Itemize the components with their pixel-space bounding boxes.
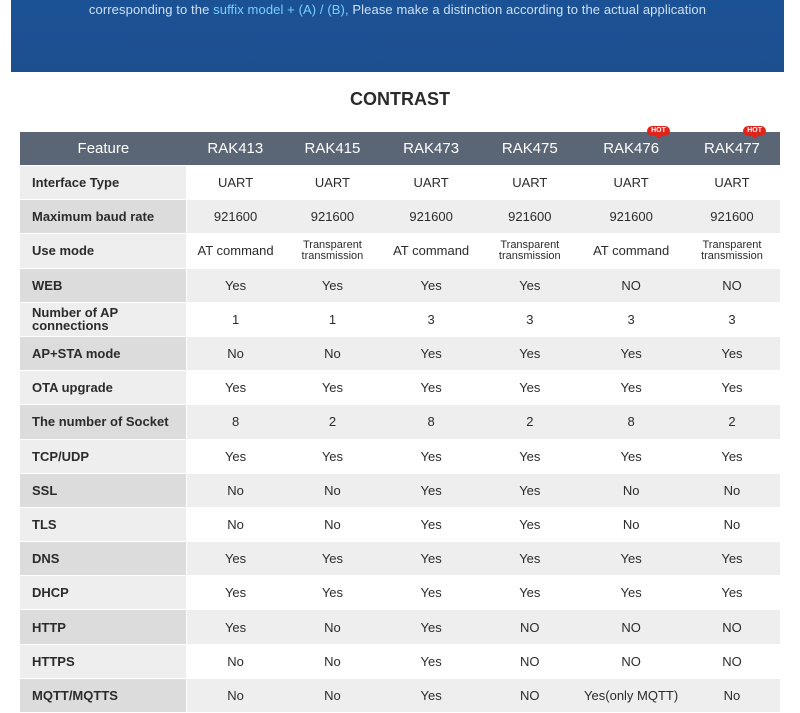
- table-cell: Yes: [481, 336, 578, 370]
- table-cell: No: [187, 678, 284, 712]
- feature-label: Number of AP connections: [20, 302, 187, 336]
- table-cell: No: [578, 507, 684, 541]
- model-name: RAK413: [207, 140, 264, 157]
- column-header-model: [187, 132, 284, 166]
- column-header-feature: Feature: [20, 132, 187, 166]
- table-cell: 921600: [684, 200, 780, 234]
- table-cell: AT command: [381, 234, 481, 268]
- banner-note-text: corresponding to the: [88, 2, 214, 17]
- model-name: RAK475: [501, 140, 558, 157]
- model-name: RAK477: [704, 140, 760, 157]
- table-row: [20, 405, 780, 439]
- table-cell: Yes: [381, 336, 481, 370]
- table-header-row: [20, 132, 780, 166]
- table-cell: Yes: [284, 439, 381, 473]
- model-name: RAK415: [304, 140, 361, 157]
- table-cell: Transparent transmission: [284, 234, 381, 268]
- table-cell: Transparent transmission: [481, 234, 578, 268]
- table-row: [20, 268, 780, 302]
- feature-label: OTA upgrade: [20, 371, 187, 405]
- table-cell: Yes: [684, 336, 780, 370]
- model-name: RAK476: [603, 140, 660, 157]
- table-cell: UART: [578, 166, 684, 200]
- table-cell: Yes: [481, 542, 578, 576]
- table-cell: Yes: [684, 576, 780, 610]
- table-cell: Yes: [187, 268, 284, 302]
- table-cell: UART: [187, 166, 284, 200]
- table-cell: Yes: [187, 439, 284, 473]
- table-cell: No: [187, 644, 284, 678]
- table-cell: Yes: [578, 336, 684, 370]
- table-cell: 2: [284, 405, 381, 439]
- table-cell: Yes: [381, 507, 481, 541]
- banner-note-highlight: suffix model + (A) / (B),: [213, 2, 349, 17]
- table-cell: UART: [684, 166, 780, 200]
- table-row: [20, 678, 780, 712]
- table-cell: Yes: [187, 371, 284, 405]
- table-cell: NO: [481, 644, 578, 678]
- table-cell: No: [578, 473, 684, 507]
- table-cell: UART: [284, 166, 381, 200]
- table-cell: NO: [684, 610, 780, 644]
- table-cell: Yes: [284, 268, 381, 302]
- column-header-model: [284, 132, 381, 166]
- table-cell: UART: [481, 166, 578, 200]
- table-cell: NO: [684, 644, 780, 678]
- column-header-model: [578, 127, 684, 166]
- header-banner: [11, 0, 784, 72]
- table-cell: Yes: [578, 542, 684, 576]
- table-cell: No: [284, 336, 381, 370]
- table-cell: 921600: [187, 200, 284, 234]
- table-cell: Yes: [381, 644, 481, 678]
- model-name: RAK473: [403, 140, 460, 157]
- table-cell: No: [187, 336, 284, 370]
- table-cell: No: [684, 473, 780, 507]
- table-cell: Yes: [284, 542, 381, 576]
- table-row: [20, 507, 780, 541]
- table-cell: Yes: [187, 576, 284, 610]
- table-cell: Transparent transmission: [684, 234, 780, 268]
- feature-label: Interface Type: [20, 166, 187, 200]
- table-cell: Yes: [684, 542, 780, 576]
- table-cell: NO: [481, 678, 578, 712]
- feature-label: HTTPS: [20, 644, 187, 678]
- table-row: [20, 576, 780, 610]
- table-row: [20, 200, 780, 234]
- feature-label: AP+STA mode: [20, 336, 187, 370]
- table-cell: No: [684, 678, 780, 712]
- table-body: [20, 166, 780, 713]
- table-cell: 8: [381, 405, 481, 439]
- comparison-table: [20, 127, 780, 713]
- table-cell: No: [684, 507, 780, 541]
- table-row: [20, 336, 780, 370]
- table-cell: 3: [684, 302, 780, 336]
- table-cell: Yes: [578, 576, 684, 610]
- table-cell: Yes: [481, 507, 578, 541]
- table-cell: 2: [481, 405, 578, 439]
- table-cell: No: [284, 507, 381, 541]
- feature-label: TLS: [20, 507, 187, 541]
- table-cell: Yes: [187, 610, 284, 644]
- table-cell: Yes: [187, 542, 284, 576]
- table-cell: Yes: [684, 439, 780, 473]
- feature-label: DNS: [20, 542, 187, 576]
- table-cell: Yes: [381, 473, 481, 507]
- table-cell: No: [284, 644, 381, 678]
- table-cell: Yes: [684, 371, 780, 405]
- table-cell: NO: [684, 268, 780, 302]
- table-cell: 1: [284, 302, 381, 336]
- table-cell: Yes: [381, 542, 481, 576]
- feature-label: TCP/UDP: [20, 439, 187, 473]
- table-cell: 3: [481, 302, 578, 336]
- banner-note-text-end: Please make a distinction according to the actual application: [348, 2, 707, 17]
- table-cell: Yes: [381, 371, 481, 405]
- table-cell: AT command: [187, 234, 284, 268]
- table-row: [20, 644, 780, 678]
- table-cell: 3: [578, 302, 684, 336]
- feature-label: HTTP: [20, 610, 187, 644]
- banner-note: [11, 2, 784, 17]
- table-cell: 2: [684, 405, 780, 439]
- table-cell: Yes: [381, 610, 481, 644]
- table-cell: No: [284, 473, 381, 507]
- table-cell: Yes: [481, 268, 578, 302]
- table-cell: Yes: [578, 371, 684, 405]
- table-cell: Yes: [381, 576, 481, 610]
- table-cell: 921600: [284, 200, 381, 234]
- table-cell: Yes: [481, 576, 578, 610]
- hot-badge: HOT: [743, 126, 766, 136]
- table-row: [20, 610, 780, 644]
- table-cell: NO: [481, 610, 578, 644]
- feature-label: DHCP: [20, 576, 187, 610]
- table-cell: NO: [578, 610, 684, 644]
- table-cell: 921600: [381, 200, 481, 234]
- table-cell: No: [284, 610, 381, 644]
- feature-label: SSL: [20, 473, 187, 507]
- feature-label: Use mode: [20, 234, 187, 268]
- table-row: [20, 166, 780, 200]
- table-cell: AT command: [578, 234, 684, 268]
- table-cell: NO: [578, 268, 684, 302]
- table-row: [20, 473, 780, 507]
- table-cell: 8: [578, 405, 684, 439]
- table-cell: UART: [381, 166, 481, 200]
- table-cell: 8: [187, 405, 284, 439]
- table-cell: No: [284, 678, 381, 712]
- table-cell: No: [187, 507, 284, 541]
- section-title: CONTRAST: [350, 89, 450, 109]
- feature-label: Maximum baud rate: [20, 200, 187, 234]
- hot-badge: HOT: [647, 126, 670, 136]
- table-cell: 921600: [481, 200, 578, 234]
- table-cell: Yes: [578, 439, 684, 473]
- table-cell: Yes: [381, 439, 481, 473]
- table-row: [20, 542, 780, 576]
- table-cell: Yes: [481, 439, 578, 473]
- table-cell: 921600: [578, 200, 684, 234]
- table-cell: No: [187, 473, 284, 507]
- table-row: [20, 234, 780, 268]
- column-header-model: [481, 132, 578, 166]
- table-row: [20, 439, 780, 473]
- table-cell: 1: [187, 302, 284, 336]
- table-cell: Yes: [381, 678, 481, 712]
- table-cell: Yes: [284, 576, 381, 610]
- table-row: [20, 302, 780, 336]
- feature-label: MQTT/MQTTS: [20, 678, 187, 712]
- table-cell: 3: [381, 302, 481, 336]
- feature-label: The number of Socket: [20, 405, 187, 439]
- table-cell: Yes: [284, 371, 381, 405]
- table-cell: Yes: [481, 371, 578, 405]
- table-cell: Yes(only MQTT): [578, 678, 684, 712]
- column-header-model: [684, 127, 780, 166]
- table-cell: NO: [578, 644, 684, 678]
- feature-label: WEB: [20, 268, 187, 302]
- column-header-model: [381, 132, 481, 166]
- table-row: [20, 371, 780, 405]
- table-cell: Yes: [481, 473, 578, 507]
- table-cell: Yes: [381, 268, 481, 302]
